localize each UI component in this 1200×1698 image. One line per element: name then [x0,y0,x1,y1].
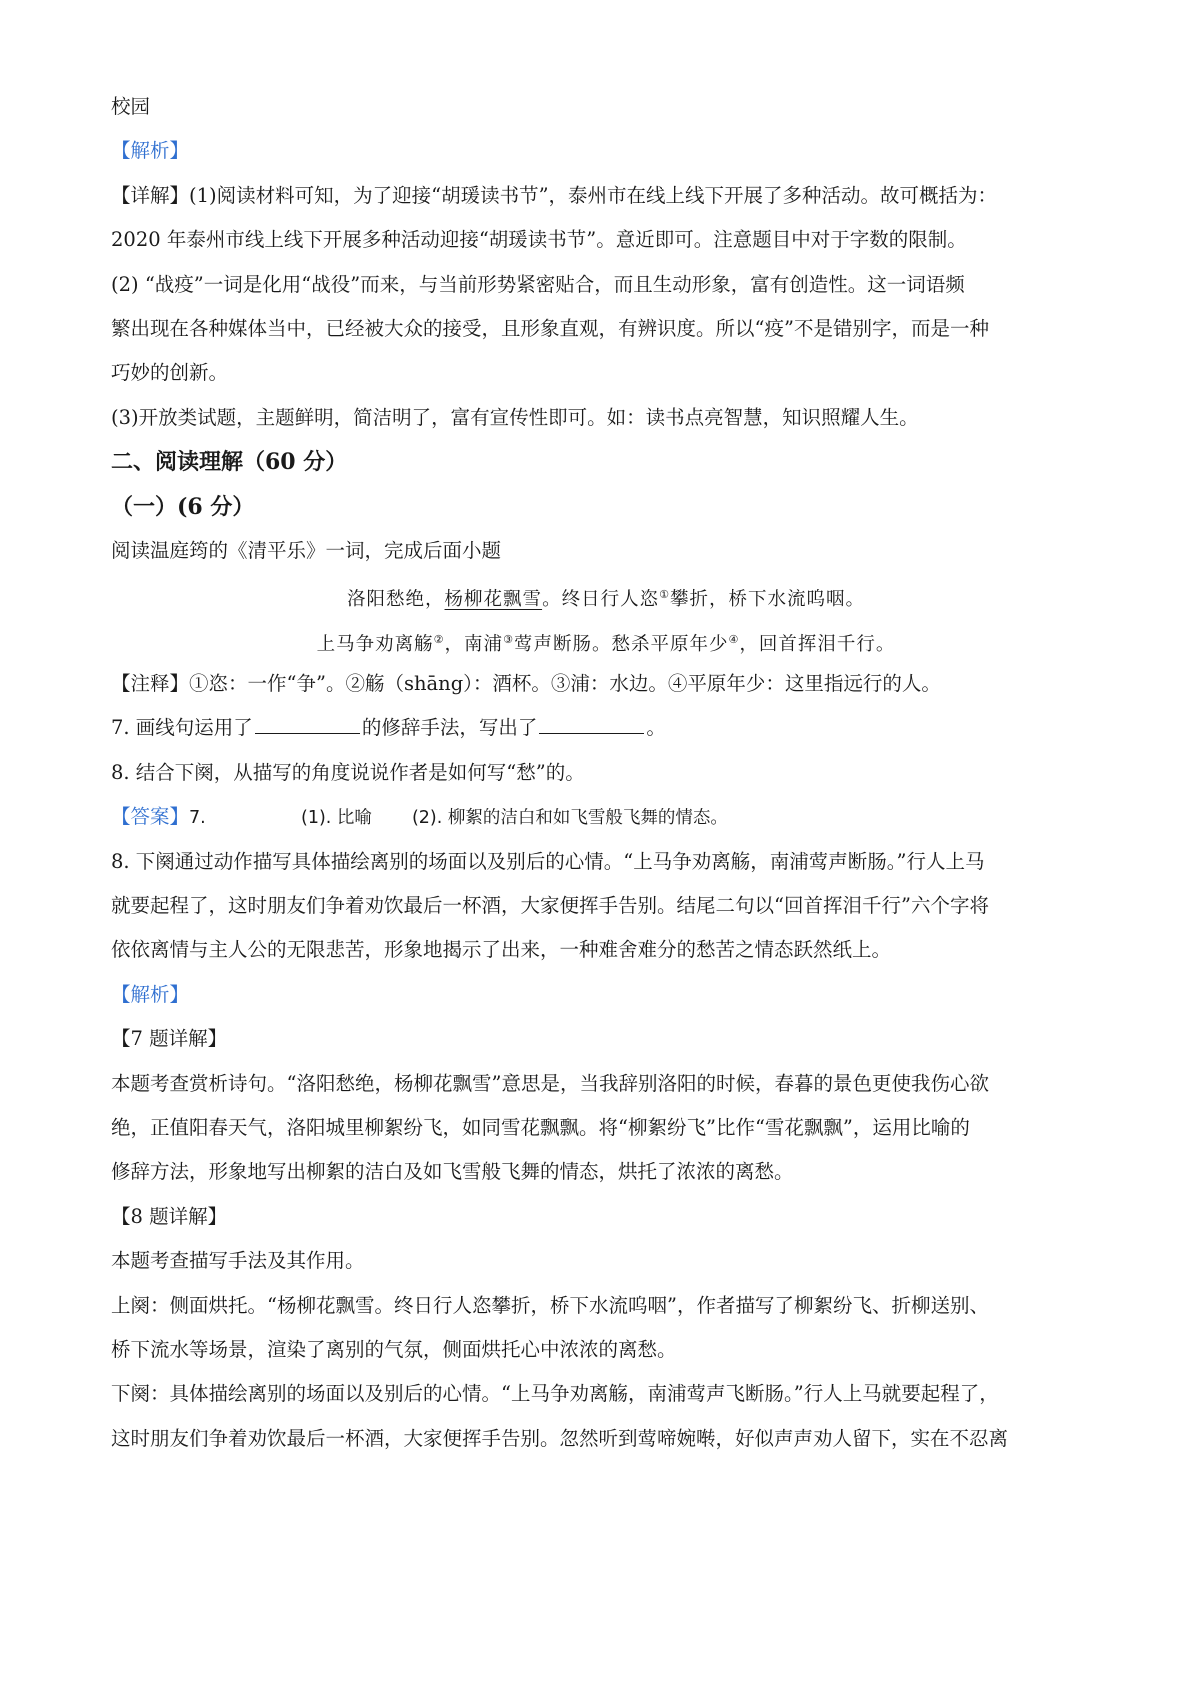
text-line: 依依离情与主人公的无限悲苦，形象地揭示了出来，一种难舍难分的愁苦之情态跃然纸上。 [111,938,892,961]
answer-number: 7. [189,808,206,828]
text-line: 下阕：具体描绘离别的场面以及别后的心情。“上马争劝离觞，南浦莺声飞断肠。”行人上马就要起程了， [111,1382,999,1405]
text-line: 繁出现在各种媒体当中，已经被大众的接受，且形象直观，有辨识度。所以“疫”不是错别字，而是一种 [111,317,989,340]
annotation-line: 【注释】①恣：一作“争”。②觞（shāng）：酒杯。③浦：水边。④平原年少：这里指远行的人。 [111,672,941,695]
question-text: 7. 画线句运用了 [111,716,253,739]
text-line: 这时朋友们争着劝饮最后一杯酒，大家便挥手告别。忽然听到莺啼婉啭，好似声声劝人留下，实在不忍离 [111,1427,1009,1450]
question-7 [111,713,1101,743]
question-8: 8. 结合下阕，从描写的角度说说作者是如何写“愁”的。 [111,761,585,784]
question-text: 。 [646,716,666,739]
text-line: 桥下流水等场景，渲染了离别的气氛，侧面烘托心中浓浓的离愁。 [111,1338,677,1361]
poem-text: 洛阳愁绝， [347,589,445,611]
poem-line-2 [111,625,1101,660]
answer-line [111,802,1101,833]
subsection-heading: （一）(6 分） [111,494,255,520]
footnote-marker: ③ [503,633,514,646]
poem-text: ，南浦 [444,634,504,656]
underlined-phrase: 杨柳花飘雪 [444,589,543,611]
text-line: 修辞方法，形象地写出柳絮的洁白及如飞雪般飞舞的情态，烘托了浓浓的离愁。 [111,1160,794,1183]
text-line: 2020 年泰州市线上线下开展多种活动迎接“胡瑗读书节”。意近即可。注意题目中对于字数的限制。 [111,228,967,251]
section-heading: 二、阅读理解（60 分） [111,449,348,475]
analysis-tag: 【解析】 [111,983,190,1006]
text-line: 8. 下阕通过动作描写具体描绘离别的场面以及别后的心情。“上马争劝离觞，南浦莺声断肠。”行人上马 [111,850,985,873]
analysis-tag: 【解析】 [111,139,190,162]
detail-heading-8: 【8 题详解】 [111,1205,228,1228]
footnote-marker: ① [659,588,670,601]
question-text: 的修辞手法，写出了 [361,716,538,739]
text-line: 【详解】(1)阅读材料可知，为了迎接“胡瑗读书节”，泰州市在线上线下开展了多种活动。故可概括为： [111,184,998,207]
poem-text: 攀折，桥下水流呜咽。 [669,589,865,611]
detail-heading-7: 【7 题详解】 [111,1027,228,1050]
text-line: 本题考查描写手法及其作用。 [111,1249,365,1272]
text-line: 巧妙的创新。 [111,361,229,384]
footnote-marker: ④ [728,633,740,646]
text-line: 绝，正值阳春天气，洛阳城里柳絮纷飞，如同雪花飘飘。将“柳絮纷飞”比作“雪花飘飘”，运用比喻的 [111,1116,970,1139]
poem-line-1 [111,580,1101,615]
answer-part-1: (1). 比喻 [301,808,372,828]
poem-text: ，回首挥泪千行。 [739,634,896,656]
footnote-marker: ② [433,633,445,646]
text-line: 阅读温庭筠的《清平乐》一词，完成后面小题 [111,539,502,562]
text-line: (2) “战疫”一词是化用“战役”而来，与当前形势紧密贴合，而且生动形象，富有创造性。这一词语频 [111,273,965,296]
answer-tag: 【答案】 [111,805,190,828]
text-line: 本题考查赏析诗句。“洛阳愁绝，杨柳花飘雪”意思是，当我辞别洛阳的时候，春暮的景色更使我伤心欲 [111,1072,989,1095]
answer-part-2: (2). 柳絮的洁白和如飞雪般飞舞的情态。 [411,808,728,828]
poem-text: 莺声断肠。愁杀平原年少 [513,634,729,656]
text-line: 校园 [111,95,151,118]
poem-text: 。终日行人恣 [542,589,660,611]
poem-text: 上马争劝离觞 [316,634,434,656]
text-line: 就要起程了，这时朋友们争着劝饮最后一杯酒，大家便挥手告别。结尾二句以“回首挥泪千行”六个字将 [111,894,989,917]
answer-blank [255,713,360,734]
answer-blank [539,713,644,734]
text-line: 上阕：侧面烘托。“杨柳花飘雪。终日行人恣攀折，桥下水流呜咽”，作者描写了柳絮纷飞、折柳送别、 [111,1294,989,1317]
text-line: (3)开放类试题，主题鲜明，简洁明了，富有宣传性即可。如：读书点亮智慧，知识照耀人生。 [111,406,919,429]
